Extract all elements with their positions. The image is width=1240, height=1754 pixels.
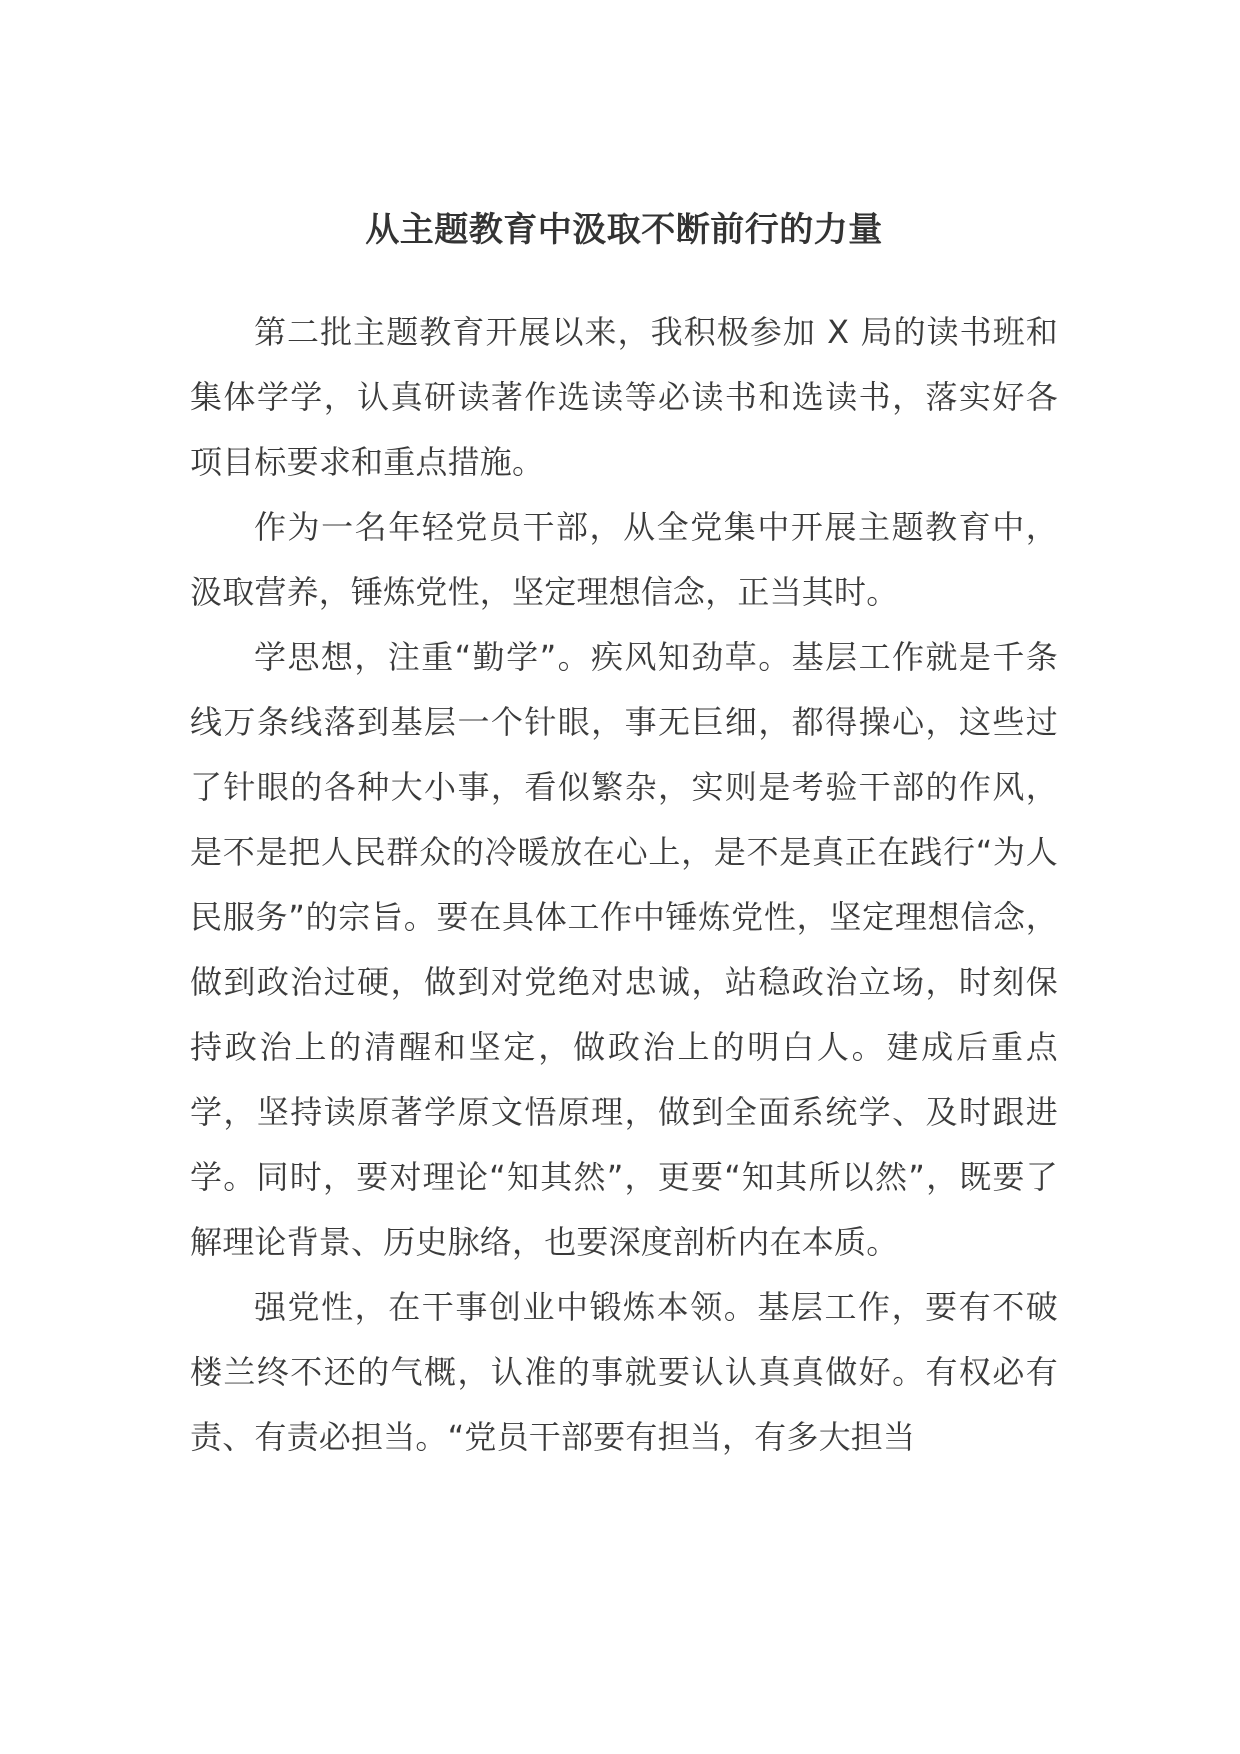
paragraph-2: 作为一名年轻党员干部，从全党集中开展主题教育中，汲取营养，锤炼党性，坚定理想信念，正当其时。 — [190, 508, 1058, 611]
paragraph-3: 学思想，注重“勤学”。疾风知劲草。基层工作就是千条线万条线落到基层一个针眼，事无巨细，都得操心，这些过了针眼的各种大小事，看似繁杂，实则是考验干部的作风，是不是把人民群众的冷暖放在心上，是不是真正在践行“为人民服务”的宗旨。要在具体工作中锤炼党性，坚定理想信念，做到政治过硬，做到对党绝对忠诚，站稳政治立场，时刻保持政治上的清醒和坚定，做政治上的明白人。建成后重点学，坚持读原著学原文悟原理，做到全面系统学、及时跟进学。同时，要对理论“知其然”，更要“知其所以然”，既要了解理论背景、历史脉络，也要深度剖析内在本质。 — [190, 638, 1058, 1261]
paragraph-1: 第二批主题教育开展以来，我积极参加 X 局的读书班和集体学学，认真研读著作选读等必读书和选读书，落实好各项目标要求和重点措施。 — [190, 313, 1058, 481]
document-body — [190, 200, 1058, 1470]
document-title: 从主题教育中汲取不断前行的力量 — [365, 210, 883, 250]
paragraph-4: 强党性，在干事创业中锻炼本领。基层工作，要有不破楼兰终不还的气概，认准的事就要认认真真做好。有权必有责、有责必担当。“党员干部要有担当，有多大担当 — [190, 1288, 1058, 1456]
